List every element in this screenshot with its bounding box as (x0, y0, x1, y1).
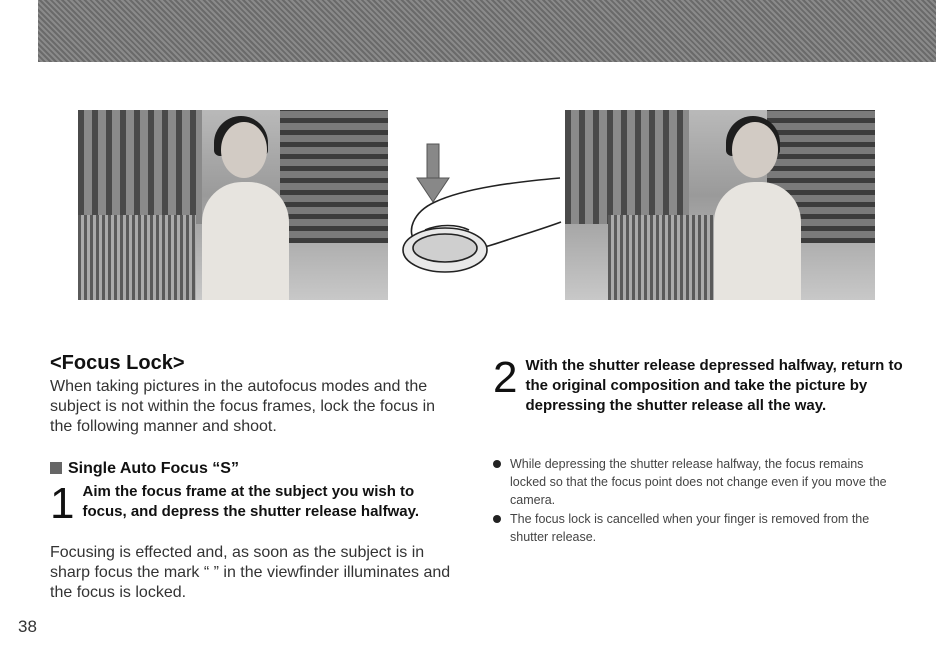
bullet-dot-icon (493, 515, 501, 523)
list-item (493, 510, 903, 546)
list-item-text: The focus lock is cancelled when your finger is removed from the shutter release. (510, 512, 870, 544)
step-2-number: 2 (493, 353, 518, 402)
notes-list (493, 455, 903, 547)
page-number: 38 (18, 617, 37, 636)
square-bullet-icon (50, 462, 62, 474)
down-arrow-icon (417, 144, 449, 202)
step-2 (493, 353, 903, 416)
step-2-text: With the shutter release depressed halfway, return to the original composition and take the picture by depressing the shutter release all the way. (525, 357, 903, 414)
step-1 (50, 479, 460, 528)
photo-subject-body (714, 182, 801, 300)
step-1-number: 1 (50, 479, 75, 528)
photo-background-right (280, 110, 389, 243)
list-item-text: While depressing the shutter release halfway, the focus remains locked so that the focus point does not change even if you move the camera. (510, 457, 887, 507)
step-1-result: Focusing is effected and, as soon as the subject is in sharp focus the mark “ ” in the viewfinder illuminates and the focus is locked. (50, 544, 451, 601)
header-band (38, 0, 936, 62)
photo-focus-on-subject (78, 110, 388, 300)
bullet-dot-icon (493, 460, 501, 468)
step-1-text: Aim the focus frame at the subject you wish to focus, and depress the shutter release halfway. (82, 483, 419, 520)
photo-background-left (565, 110, 689, 224)
intro-paragraph: When taking pictures in the autofocus modes and the subject is not within the focus frames, lock the focus in the following manner and shoot. (50, 378, 436, 435)
photo-subject-body (202, 182, 289, 300)
subsection-heading-text: Single Auto Focus “S” (68, 460, 239, 477)
list-item (493, 455, 903, 509)
subsection-heading (50, 460, 239, 478)
photo-background-left (78, 110, 202, 224)
photo-fountain (78, 215, 196, 301)
photo-recomposed (565, 110, 875, 300)
photo-subject-head (221, 122, 267, 178)
photo-fountain (608, 215, 726, 301)
finger-press-illustration (395, 140, 565, 300)
section-heading: <Focus Lock> (50, 352, 185, 374)
